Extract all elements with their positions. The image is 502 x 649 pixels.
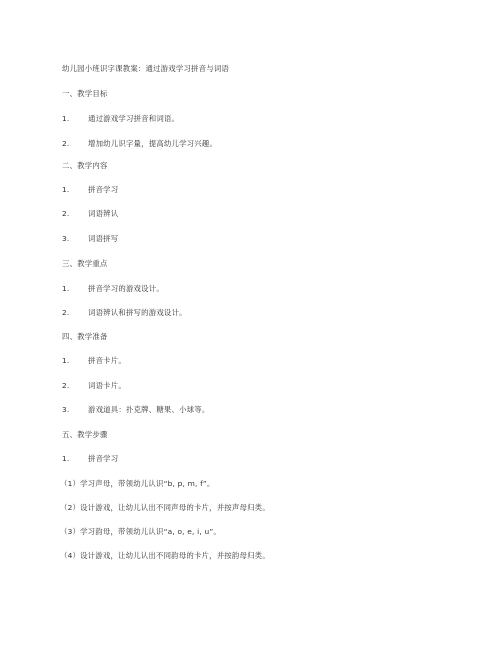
list-item	[62, 209, 118, 219]
list-item	[62, 381, 126, 391]
list-item	[62, 356, 126, 366]
item-text: 拼音卡片。	[88, 356, 126, 365]
item-number: 1.	[62, 185, 70, 194]
item-number: 1.	[62, 284, 70, 293]
sub-item: （3）学习韵母，带领幼儿认识“a, o, e, i, u”。	[60, 527, 221, 536]
item-text: 词语拼写	[88, 234, 119, 243]
list-item	[62, 139, 217, 149]
item-number: 1.	[62, 114, 70, 123]
item-number: 2.	[62, 381, 70, 390]
item-number: 1.	[62, 454, 70, 463]
item-number: 3.	[62, 234, 70, 243]
list-item	[62, 185, 118, 195]
item-number: 2.	[62, 139, 70, 148]
list-item	[62, 308, 187, 318]
item-text: 词语辨认	[88, 209, 119, 218]
list-item	[62, 114, 179, 124]
sub-item: （4）设计游戏，让幼儿认出不同韵母的卡片，并按韵母归类。	[60, 551, 270, 560]
document-title: 幼儿园小班识字课教案：通过游戏学习拼音与词语	[62, 64, 229, 73]
list-item	[62, 454, 118, 464]
item-number: 3.	[62, 405, 70, 414]
item-number: 2.	[62, 308, 70, 317]
item-text: 通过游戏学习拼音和词语。	[88, 114, 180, 123]
item-number: 2.	[62, 209, 70, 218]
section-heading-steps: 五、教学步骤	[62, 430, 108, 439]
item-text: 词语辨认和拼写的游戏设计。	[88, 308, 187, 317]
item-text: 拼音学习	[88, 454, 119, 463]
section-heading-content: 二、教学内容	[62, 161, 108, 170]
list-item	[62, 284, 164, 294]
item-text: 增加幼儿识字量，提高幼儿学习兴趣。	[88, 139, 218, 148]
list-item	[62, 405, 209, 415]
sub-item: （1）学习声母，带领幼儿认识“b, p, m, f”。	[60, 479, 215, 488]
item-text: 拼音学习的游戏设计。	[88, 284, 164, 293]
item-text: 游戏道具：扑克牌、糖果、小球等。	[88, 405, 210, 414]
section-heading-prep: 四、教学准备	[62, 332, 108, 341]
item-number: 1.	[62, 356, 70, 365]
item-text: 拼音学习	[88, 185, 119, 194]
section-heading-goals: 一、教学目标	[62, 89, 108, 98]
item-text: 词语卡片。	[88, 381, 126, 390]
list-item	[62, 234, 118, 244]
sub-item: （2）设计游戏，让幼儿认出不同声母的卡片，并按声母归类。	[60, 503, 270, 512]
section-heading-focus: 三、教学重点	[62, 259, 108, 268]
